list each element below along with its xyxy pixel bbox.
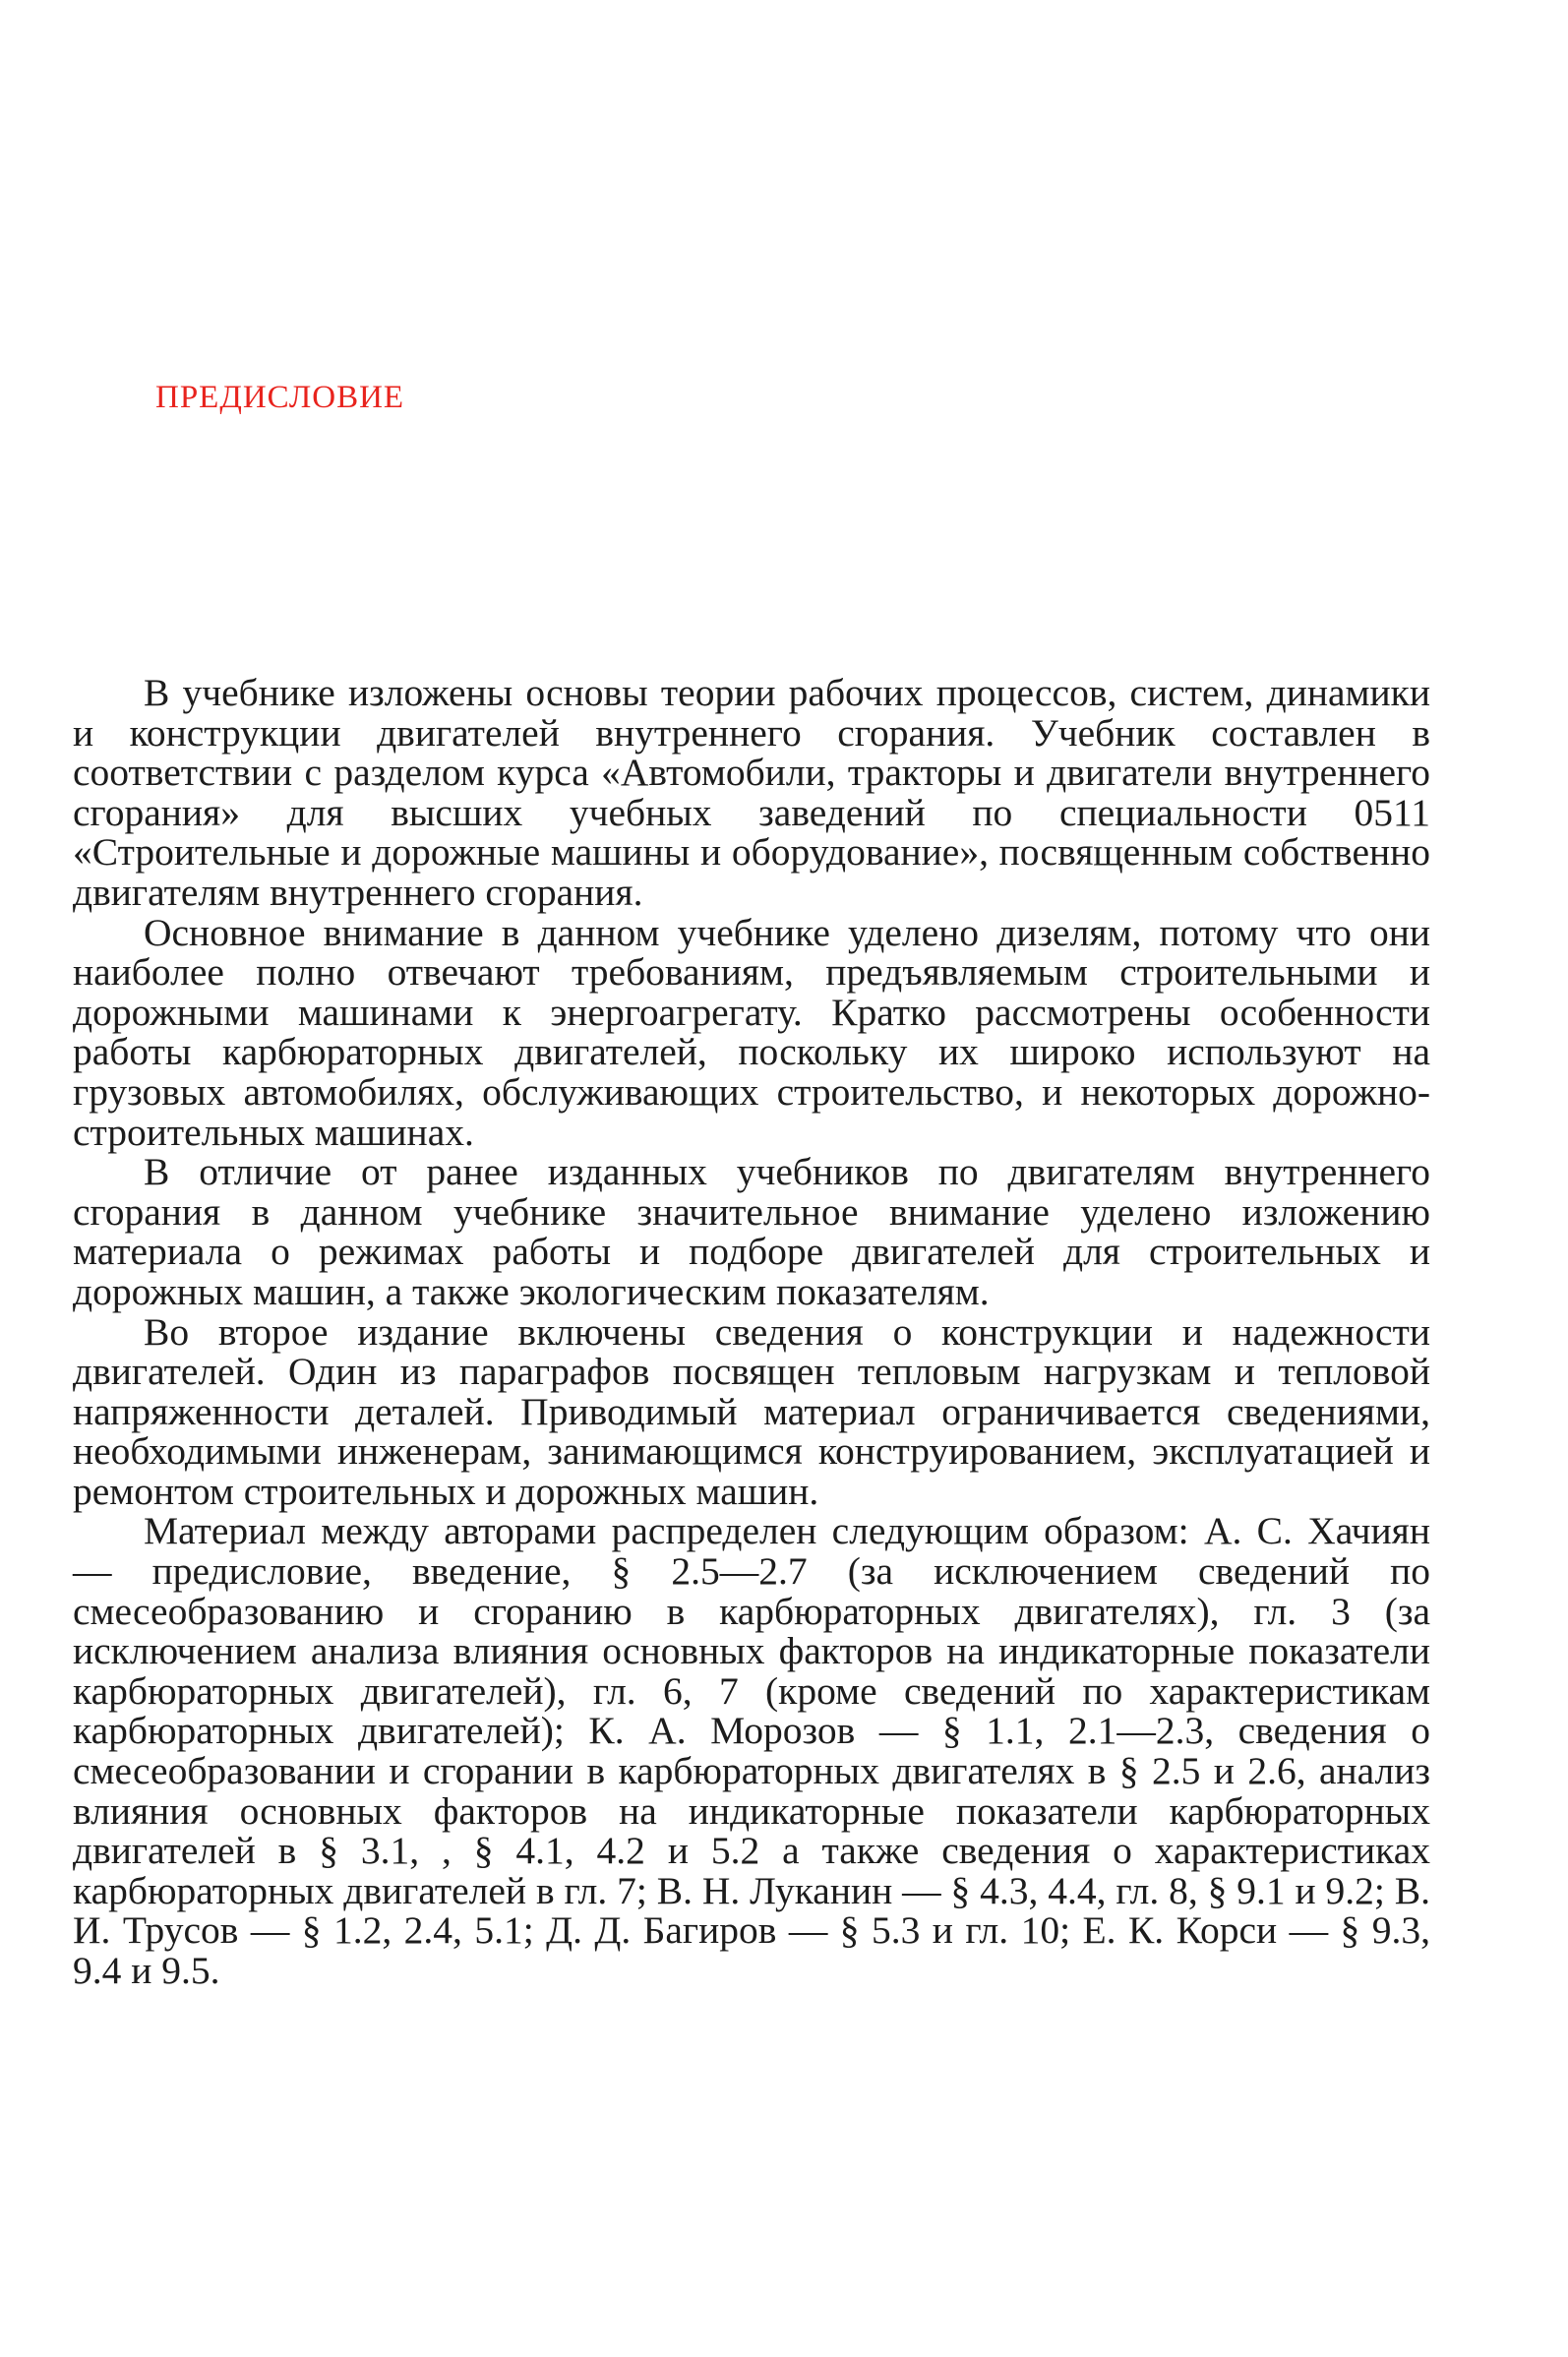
paragraph: Материал между авторами распределен следующим образом: А. С. Хачиян — предисловие, введение, § 2.5—2.7 (за исключением сведений по смесеобразованию и сгоранию в карбюраторных двигателях), гл. 3 (за исключением анализа влияния основных факторов на индикаторные показатели карбюраторных двигателей), гл. 6, 7 (кроме сведений по характеристикам карбюраторных двигателей); К. А. Морозов — § 1.1, 2.1—2.3, сведения о смесеобразовании и сгорании в карбюраторных двигателях в § 2.5 и 2.6, анализ влияния основных факторов на индикаторные показатели карбюраторных двигателей в § 3.1, , § 4.1, 4.2 и 5.2 а также сведения о характеристиках карбюраторных двигателей в гл. 7; В. Н. Луканин — § 4.3, 4.4, гл. 8, § 9.1 и 9.2; В. И. Трусов — § 1.2, 2.4, 5.1; Д. Д. Багиров — § 5.3 и гл. 10; Е. К. Корси — § 9.3, 9.4 и 9.5. xyxy=(73,1509,1430,1992)
section-heading: ПРЕДИСЛОВИЕ xyxy=(155,380,405,415)
paragraph: Во второе издание включены сведения о конструкции и надежности двигателей. Один из параграфов посвящен тепловым нагрузкам и тепловой напряженности деталей. Приводимый материал ограничивается сведениями, необходимыми инженерам, занимающимся конструированием, эксплуатацией и ремонтом строительных и дорожных машин. xyxy=(73,1309,1430,1513)
body-text xyxy=(73,673,1430,1991)
paragraph: В учебнике изложены основы теории рабочих процессов, систем, динамики и конструкции двигателей внутреннего сгорания. Учебник составлен в соответствии с разделом курса «Автомобили, тракторы и двигатели внутреннего сгорания» для высших учебных заведений по специальности 0511 «Строительные и дорожные машины и оборудование», посвященным собственно двигателям внутреннего сгорания. xyxy=(73,671,1430,914)
paragraph: В отличие от ранее изданных учебников по двигателям внутреннего сгорания в данном учебнике значительное внимание уделено изложению материала о режимах работы и подборе двигателей для строительных и дорожных машин, а также экологическим показателям. xyxy=(73,1150,1430,1313)
paragraph: Основное внимание в данном учебнике уделено дизелям, потому что они наиболее полно отвечают требованиям, предъявляемым строительными и дорожными машинами к энергоагрегату. Кратко рассмотрены особенности работы карбюраторных двигателей, поскольку их широко используют на грузовых автомобилях, обслуживающих строительство, и некоторых дорожно-строительных машинах. xyxy=(73,910,1430,1154)
